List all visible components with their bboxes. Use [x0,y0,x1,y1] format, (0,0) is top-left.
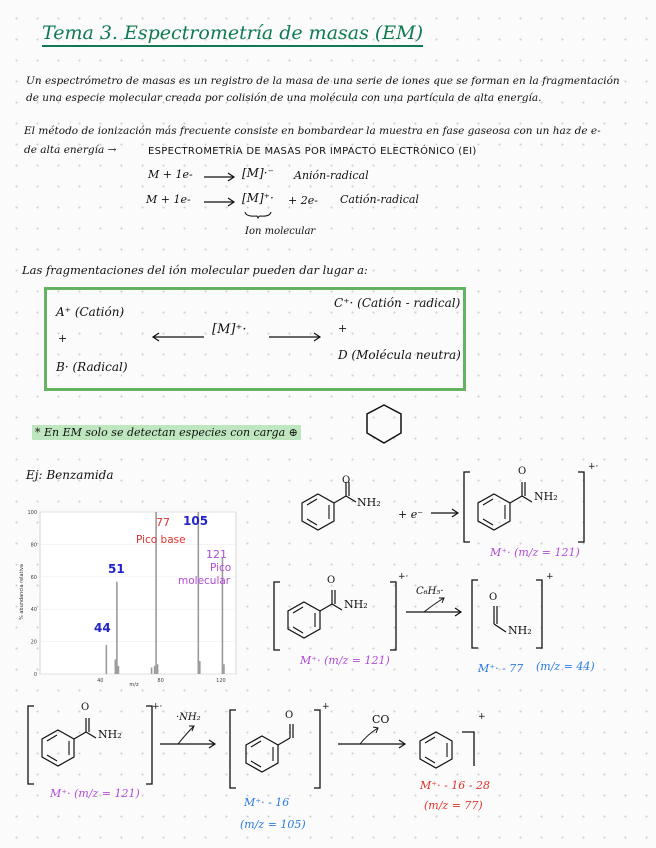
method-line-1: El método de ionización más frecuente consiste en bombardear la muestra en fase gaseosa con un haz de e- [24,125,601,137]
spectrum-xtick: 80 [157,678,164,684]
radical-charge-1: +· [588,462,599,472]
arrow-ionization [430,508,460,518]
bracketed-benzoyl [228,708,324,790]
example-label: Ej: Benzamida [26,468,114,482]
spectrum-peak [118,666,120,674]
box-center-ion: [M]⁺· [212,322,247,337]
spectrum-ylabel: % abundancia relativa [19,564,25,620]
spectrum-xtick: 40 [97,678,104,684]
mz105-label: (m/z = 105) [240,818,306,831]
o-label-4: O [489,592,498,603]
method-line-2: de alta energía → [24,144,117,156]
box-arrow-right [268,332,324,342]
m121-label-a: M⁺· (m/z = 121) [490,546,580,559]
bracketed-benzamide-2 [272,580,400,652]
spectrum-peak [198,512,200,674]
hexagon-doodle [363,402,405,446]
spectrum-peak [151,668,153,674]
mz44-label: (m/z = 44) [536,660,595,673]
m121-label-b: M⁺· (m/z = 121) [300,654,390,667]
spectrum-ytick: 0 [33,672,37,678]
label-51: 51 [108,562,125,576]
box-plus-2: + [338,322,348,335]
spectrum-peak [115,659,117,674]
spectrum-xlabel: m/z [129,682,139,688]
spectrum-ytick: 80 [30,542,37,549]
box-cation-radical-c: C⁺· (Catión - radical) [334,296,461,310]
bracketed-benzamide-1 [462,470,588,544]
charge-77: + [478,712,486,722]
eq2-right: [M]⁺· [242,191,274,205]
method-caps: ESPECTROMETRÍA DE MASAS POR IMPACTO ELECTRÓNICO (EI) [148,146,477,157]
note-text: * En EM solo se detectan especies con carga ⊕ [32,425,301,440]
eq2-label: Catión-radical [340,193,419,206]
arrow-co-loss [336,718,408,750]
o-label-3: O [327,575,336,586]
c6h5-loss: C₆H₅· [416,586,444,597]
mass-spectrum [14,500,244,690]
m77-44-label: M⁺· - 77 [478,662,524,675]
nh2-label-4: NH₂ [508,624,532,637]
phenyl-cation [412,722,492,778]
page-title: Tema 3. Espectrometría de masas (EM) [42,22,423,47]
eq2-left: M + 1e- [146,193,191,206]
mz77-label: (m/z = 77) [424,799,483,812]
radical-charge-2: +· [398,572,409,582]
spectrum-peak [154,666,156,674]
nh2-label-1: NH₂ [357,496,381,509]
box-arrow-left [150,332,206,342]
arrow-c6h5-loss [404,594,464,618]
m16-label: M⁺· - 16 [244,796,290,809]
label-pico: Pico [210,562,232,574]
eq1-label: Anión-radical [294,169,369,182]
intro-line-2: de una especie molecular creada por colisión de una molécula con una partícula de alta energía. [26,92,542,104]
fragment-intro: Las fragmentaciones del ión molecular pueden dar lugar a: [22,263,368,277]
box-plus-1: + [58,332,68,345]
eq1-right: [M]·⁻ [242,166,274,180]
ion-molecular-label: Ion molecular [245,226,316,237]
spectrum-xtick: 120 [216,678,226,684]
spectrum-peak [106,645,108,674]
note [32,426,301,439]
spectrum-peak [223,664,225,674]
label-molecular: molecular [178,575,231,587]
o-label-6: O [285,710,294,721]
bracketed-benzamide-3 [26,704,156,786]
spectrum-ytick: 60 [30,574,37,581]
eq1-arrow [203,172,237,182]
nh2-loss: ·NH₂ [176,712,201,723]
spectrum-peak [116,582,118,674]
nh2-label-5: NH₂ [98,728,122,741]
eq2-extra: + 2e- [288,194,318,207]
label-77: 77 [156,516,170,529]
spectrum-ytick: 100 [27,510,37,516]
spectrum-ytick: 40 [30,607,37,614]
eq1-left: M + 1e- [148,168,193,181]
m16-28-label: M⁺· - 16 - 28 [420,779,490,792]
eq2-arrow [203,197,237,207]
spectrum-peak [199,661,201,674]
o-label-1: O [342,475,351,486]
box-neutral-d: D (Molécula neutra) [338,348,461,362]
nh2-label-2: NH₂ [534,490,558,503]
radical-charge-3: +· [152,702,163,712]
spectrum-ytick: 20 [30,639,37,646]
label-121: 121 [206,548,227,561]
box-radical-b: B· (Radical) [56,360,128,374]
co-loss: CO [372,713,390,726]
box-cation-a: A⁺ (Catión) [56,305,125,319]
spectrum-peak [157,664,159,674]
nh2-label-3: NH₂ [344,598,368,611]
o-label-5: O [81,702,90,713]
ion-brace [243,211,273,219]
arrow-nh2-loss [158,720,218,750]
plus-electron: + e⁻ [398,508,424,521]
label-105: 105 [183,514,209,528]
charge-44: + [546,572,554,582]
label-44: 44 [94,621,111,635]
charge-105: + [322,702,330,712]
label-pico-base: Pico base [136,534,186,546]
bracketed-fragment-44 [470,578,550,650]
o-label-2: O [518,466,527,477]
m121-label-c: M⁺· (m/z = 121) [50,787,140,800]
intro-line-1: Un espectrómetro de masas es un registro de la masa de una serie de iones que se forman en la fragmentación [26,75,620,87]
